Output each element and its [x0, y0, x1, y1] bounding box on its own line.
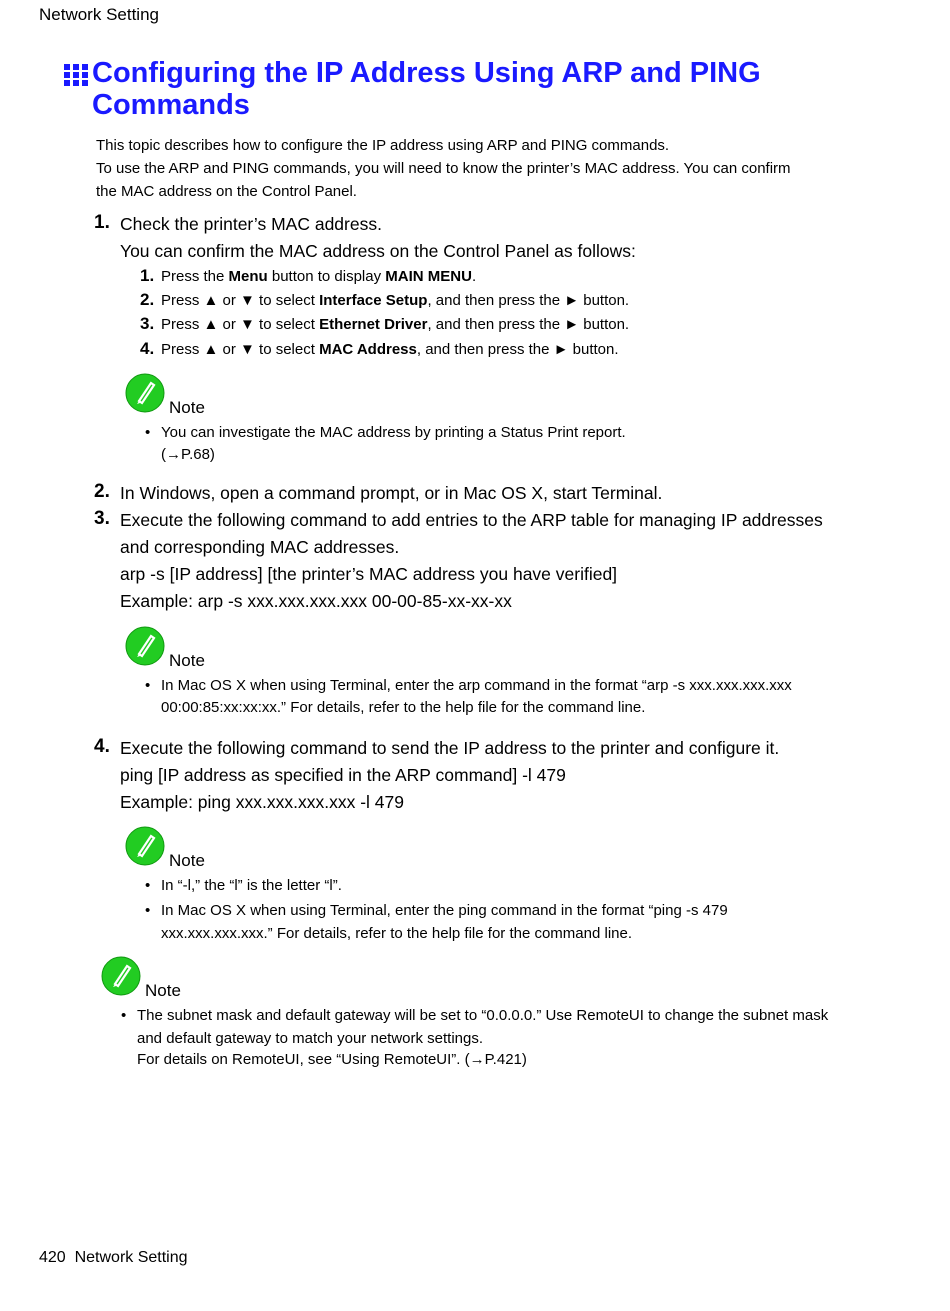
ethernet-driver-label: Ethernet Driver	[319, 316, 428, 333]
step-1-text: Check the printer’s MAC address.	[120, 214, 382, 234]
bullet: •	[145, 424, 151, 441]
page-title: Configuring the IP Address Using ARP and PING Commands	[92, 57, 761, 121]
note-label: Note	[169, 398, 205, 417]
arp-example: Example: arp -s xxx.xxx.xxx.xxx 00-00-85-xx-xx-xx	[120, 591, 512, 611]
running-header: Network Setting	[39, 5, 159, 24]
substep-1-number: 1.	[140, 266, 155, 285]
remoteui-reference-link[interactable]: For details on RemoteUI, see “Using RemoteUI”. (→P.421)	[137, 1051, 527, 1068]
substep-2-number: 2.	[140, 290, 155, 309]
substep-1-text: Press the Menu button to display MAIN MENU.	[161, 268, 477, 285]
note-pencil-icon	[125, 373, 165, 413]
step-2-number: 2.	[94, 481, 110, 502]
note-pencil-icon	[101, 956, 141, 996]
page-footer	[39, 1249, 188, 1267]
substep-4-text: Press ▲ or ▼ to select MAC Address, and then press the ► button.	[161, 341, 619, 358]
bullet: •	[145, 902, 151, 919]
step-1-text-2: You can confirm the MAC address on the Control Panel as follows:	[120, 241, 636, 261]
note-pencil-icon	[125, 826, 165, 866]
footer-section: Network Setting	[74, 1249, 188, 1266]
ping-example: Example: ping xxx.xxx.xxx.xxx -l 479	[120, 792, 404, 812]
ping-command: ping [IP address as specified in the ARP command] -l 479	[120, 765, 566, 785]
note-text: 00:00:85:xx:xx:xx.” For details, refer to the help file for the command line.	[161, 699, 646, 716]
note-text: and default gateway to match your network settings.	[137, 1030, 484, 1047]
note-label: Note	[169, 651, 205, 670]
step-1-number: 1.	[94, 212, 110, 233]
bullet: •	[121, 1007, 127, 1024]
note-text: In “-l,” the “l” is the letter “l”.	[161, 877, 342, 894]
mac-address-label: MAC Address	[319, 341, 417, 358]
intro-line-1: This topic describes how to configure the IP address using ARP and PING commands.	[96, 137, 670, 154]
page-number: 420	[39, 1249, 66, 1266]
step-3-text-2: and corresponding MAC addresses.	[120, 537, 400, 557]
step-2-text: In Windows, open a command prompt, or in Mac OS X, start Terminal.	[120, 483, 663, 503]
arp-command: arp -s [IP address] [the printer’s MAC address you have verified]	[120, 564, 618, 584]
step-4-text-1: Execute the following command to send the IP address to the printer and configure it.	[120, 738, 780, 758]
intro-line-3: the MAC address on the Control Panel.	[96, 183, 357, 200]
substep-4-number: 4.	[140, 339, 155, 358]
substep-3-number: 3.	[140, 314, 155, 333]
page-reference-link[interactable]: (→P.68)	[161, 446, 215, 463]
step-3-number: 3.	[94, 508, 110, 529]
substep-3-text: Press ▲ or ▼ to select Ethernet Driver, and then press the ► button.	[161, 316, 630, 333]
substep-2-text: Press ▲ or ▼ to select Interface Setup, and then press the ► button.	[161, 292, 630, 309]
section-grid-icon	[64, 64, 88, 86]
step-3-text-1: Execute the following command to add entries to the ARP table for managing IP addresses	[120, 510, 823, 530]
intro-line-2: To use the ARP and PING commands, you will need to know the printer’s MAC address. You can confirm	[96, 160, 791, 177]
note-text: The subnet mask and default gateway will be set to “0.0.0.0.” Use RemoteUI to change the subnet mask	[137, 1007, 829, 1024]
main-menu-label: MAIN MENU	[385, 268, 472, 285]
note-label: Note	[169, 851, 205, 870]
note-text: You can investigate the MAC address by printing a Status Print report.	[161, 424, 626, 441]
bullet: •	[145, 677, 151, 694]
bullet: •	[145, 877, 151, 894]
note-text: xxx.xxx.xxx.xxx.” For details, refer to the help file for the command line.	[161, 925, 633, 942]
note-text: In Mac OS X when using Terminal, enter the arp command in the format “arp -s xxx.xxx.xxx.xxx	[161, 677, 792, 694]
note-text: In Mac OS X when using Terminal, enter the ping command in the format “ping -s 479	[161, 902, 728, 919]
menu-button-label: Menu	[228, 268, 268, 285]
note-pencil-icon	[125, 626, 165, 666]
interface-setup-label: Interface Setup	[319, 292, 428, 309]
note-label: Note	[145, 981, 181, 1000]
step-4-number: 4.	[94, 736, 110, 757]
